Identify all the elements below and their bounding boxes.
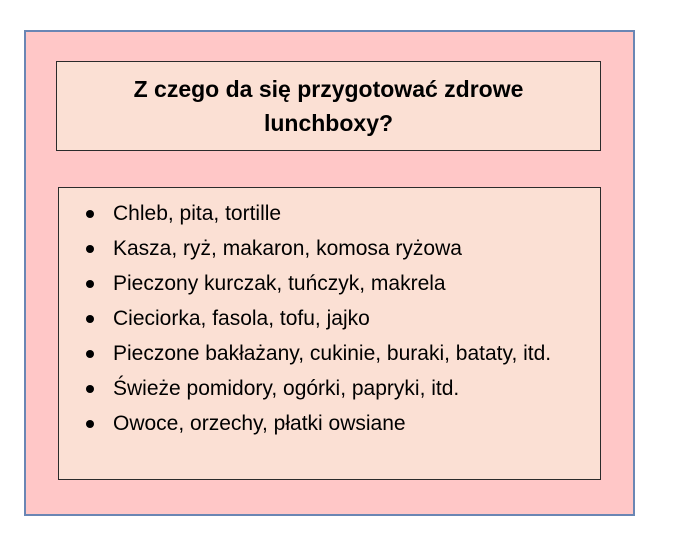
list-item-text: Owoce, orzechy, płatki owsiane [113,412,406,435]
list-item [59,301,600,336]
ingredient-list [59,188,600,441]
list-item [59,371,600,406]
bullet-icon [86,315,94,323]
list-item [59,231,600,266]
list-item-text: Chleb, pita, tortille [113,202,282,225]
title: Z czego da się przygotować zdrowe lunchboxy? [133,76,524,136]
list-item [59,336,600,371]
bullet-icon [86,420,94,428]
list-item [59,406,600,441]
list-item [59,196,600,231]
list-item-text: Cieciorka, fasola, tofu, jajko [113,307,370,330]
list-item-text: Świeże pomidory, ogórki, papryki, itd. [113,377,460,400]
bullet-icon [86,385,94,393]
list-item-text: Kasza, ryż, makaron, komosa ryżowa [113,237,462,260]
title-box [56,61,601,151]
bullet-icon [86,280,94,288]
list-item-text: Pieczone bakłażany, cukinie, buraki, bataty, itd. [113,342,552,365]
bullet-icon [86,210,94,218]
list-box [58,187,601,480]
bullet-icon [86,350,94,358]
infographic-panel [24,30,635,516]
list-item-text: Pieczony kurczak, tuńczyk, makrela [113,272,446,295]
list-item [59,266,600,301]
bullet-icon [86,245,94,253]
